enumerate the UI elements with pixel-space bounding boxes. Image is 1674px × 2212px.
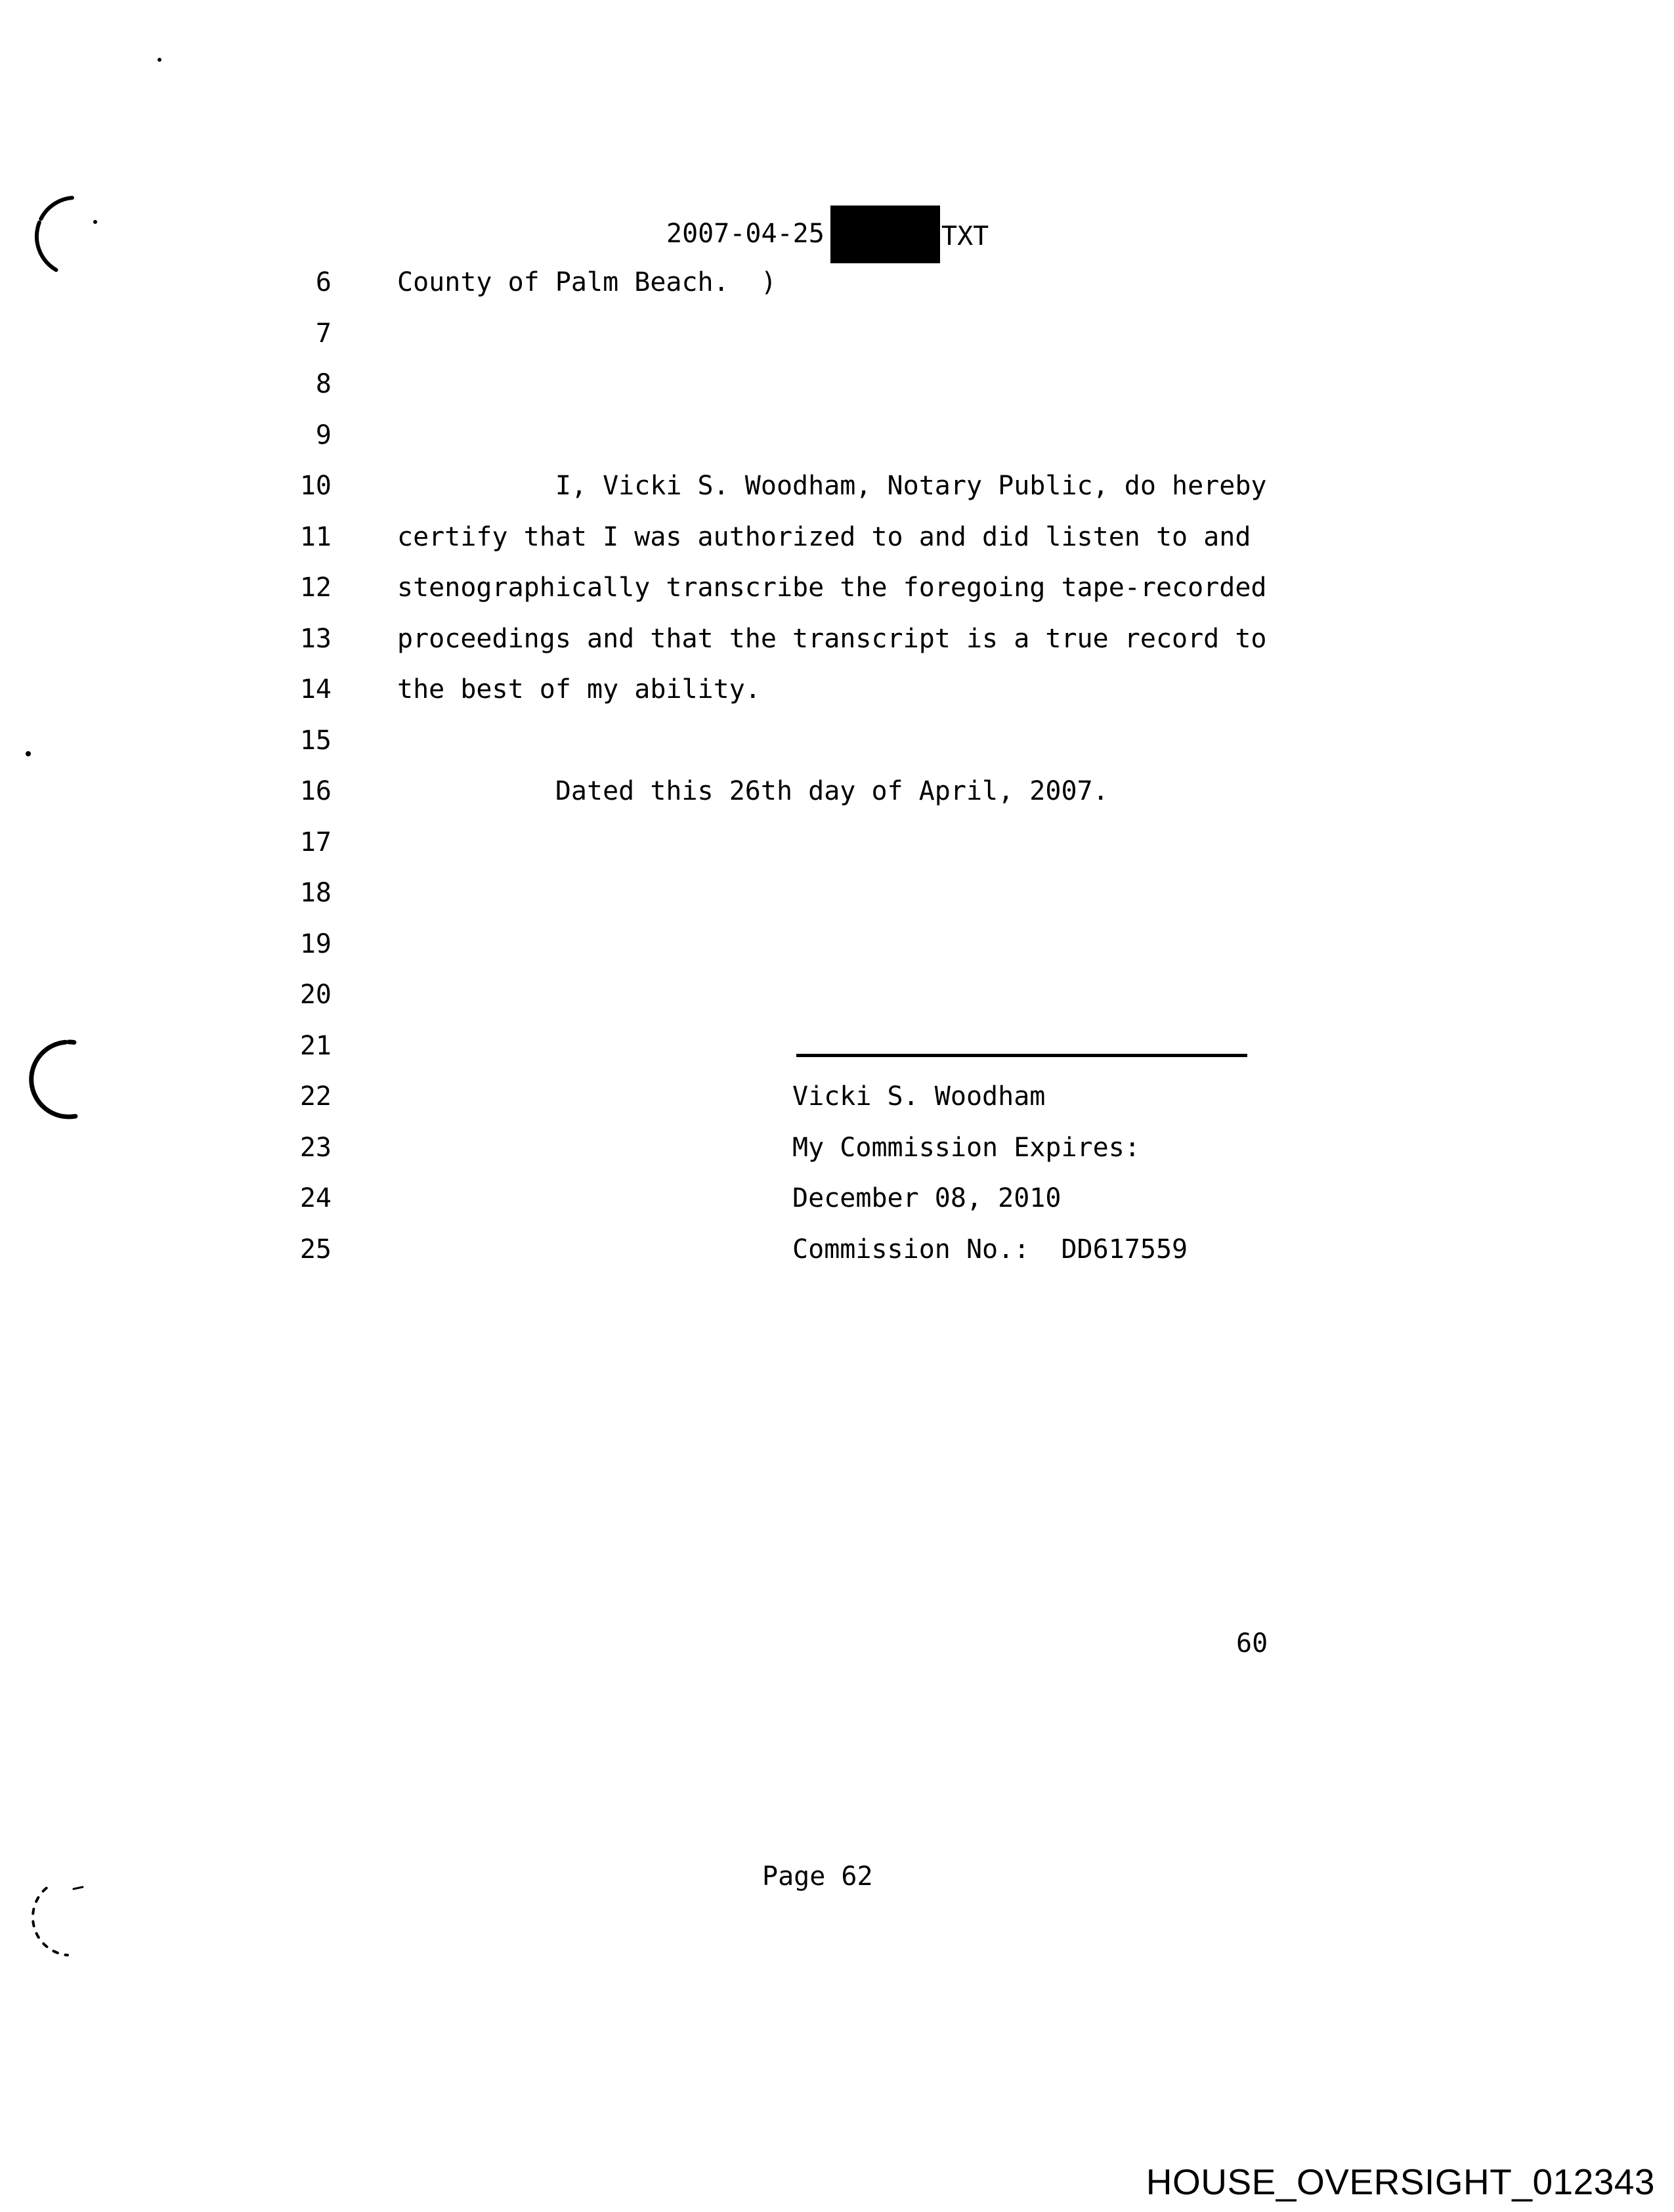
- transcript-line-8: [0, 359, 1674, 410]
- bates-stamp: HOUSE_OVERSIGHT_012343: [1146, 2161, 1655, 2202]
- transcript-page-number: 60: [1236, 1628, 1268, 1659]
- line-text: My Commission Expires:: [397, 1132, 1140, 1163]
- line-text: Commission No.: DD617559: [397, 1234, 1188, 1265]
- transcript-line-16: [0, 766, 1674, 817]
- line-number: 19: [299, 928, 332, 959]
- line-number: 15: [299, 725, 332, 756]
- line-number: 6: [315, 267, 332, 297]
- transcript-line-10: [0, 461, 1674, 512]
- redaction-box: [830, 206, 940, 263]
- transcript-line-18: [0, 868, 1674, 919]
- line-number: 24: [299, 1183, 332, 1213]
- line-text: December 08, 2010: [397, 1183, 1062, 1213]
- line-number: 8: [315, 369, 332, 399]
- dot-mark: [158, 58, 161, 62]
- transcript-line-15: [0, 716, 1674, 767]
- page-label: Page 62: [762, 1861, 873, 1892]
- transcript-line-13: [0, 614, 1674, 665]
- transcript-line-17: [0, 817, 1674, 869]
- speck-mark: [74, 1887, 83, 1889]
- line-text: proceedings and that the transcript is a true record to: [397, 623, 1267, 654]
- transcript-line-7: [0, 309, 1674, 360]
- transcript-line-19: [0, 919, 1674, 970]
- transcript-line-22: [0, 1072, 1674, 1123]
- line-text: certify that I was authorized to and did listen to and: [397, 521, 1251, 552]
- transcript-line-23: [0, 1123, 1674, 1174]
- transcript-line-24: [0, 1173, 1674, 1225]
- line-number: 12: [299, 573, 332, 603]
- transcript-line-11: [0, 512, 1674, 563]
- line-number: 20: [299, 980, 332, 1010]
- line-number: 11: [299, 521, 332, 552]
- transcript-line-25: [0, 1225, 1674, 1276]
- header-date: 2007-04-25: [666, 219, 825, 249]
- line-number: 9: [315, 420, 332, 450]
- transcript-line-14: [0, 664, 1674, 716]
- line-number: 13: [299, 623, 332, 654]
- line-number: 17: [299, 827, 332, 857]
- transcript-line-20: [0, 970, 1674, 1021]
- line-text: the best of my ability.: [397, 674, 761, 705]
- transcript-line-12: [0, 563, 1674, 614]
- line-number: 14: [299, 674, 332, 705]
- line-number: 23: [299, 1132, 332, 1163]
- line-number: 22: [299, 1081, 332, 1112]
- line-number: 7: [315, 318, 332, 349]
- transcript-line-9: [0, 410, 1674, 462]
- line-text: I, Vicki S. Woodham, Notary Public, do hereby: [397, 471, 1267, 501]
- line-number: 10: [299, 471, 332, 501]
- line-number: 18: [299, 878, 332, 908]
- line-number: 21: [299, 1030, 332, 1061]
- line-text: Dated this 26th day of April, 2007.: [397, 776, 1109, 806]
- dot-mark: [93, 220, 97, 224]
- line-text: County of Palm Beach. ): [397, 267, 777, 297]
- header-file-extension: TXT: [941, 221, 989, 251]
- line-text: Vicki S. Woodham: [397, 1081, 1046, 1112]
- transcript-line-21: [0, 1021, 1674, 1072]
- crescent-mark-bottom: [33, 1888, 68, 1955]
- line-number: 25: [299, 1234, 332, 1265]
- transcript-lines: [0, 257, 1674, 1275]
- transcript-line-6: [0, 257, 1674, 309]
- signature-line: [796, 1054, 1247, 1057]
- line-number: 16: [299, 776, 332, 806]
- line-text: stenographically transcribe the foregoing tape-recorded: [397, 573, 1267, 603]
